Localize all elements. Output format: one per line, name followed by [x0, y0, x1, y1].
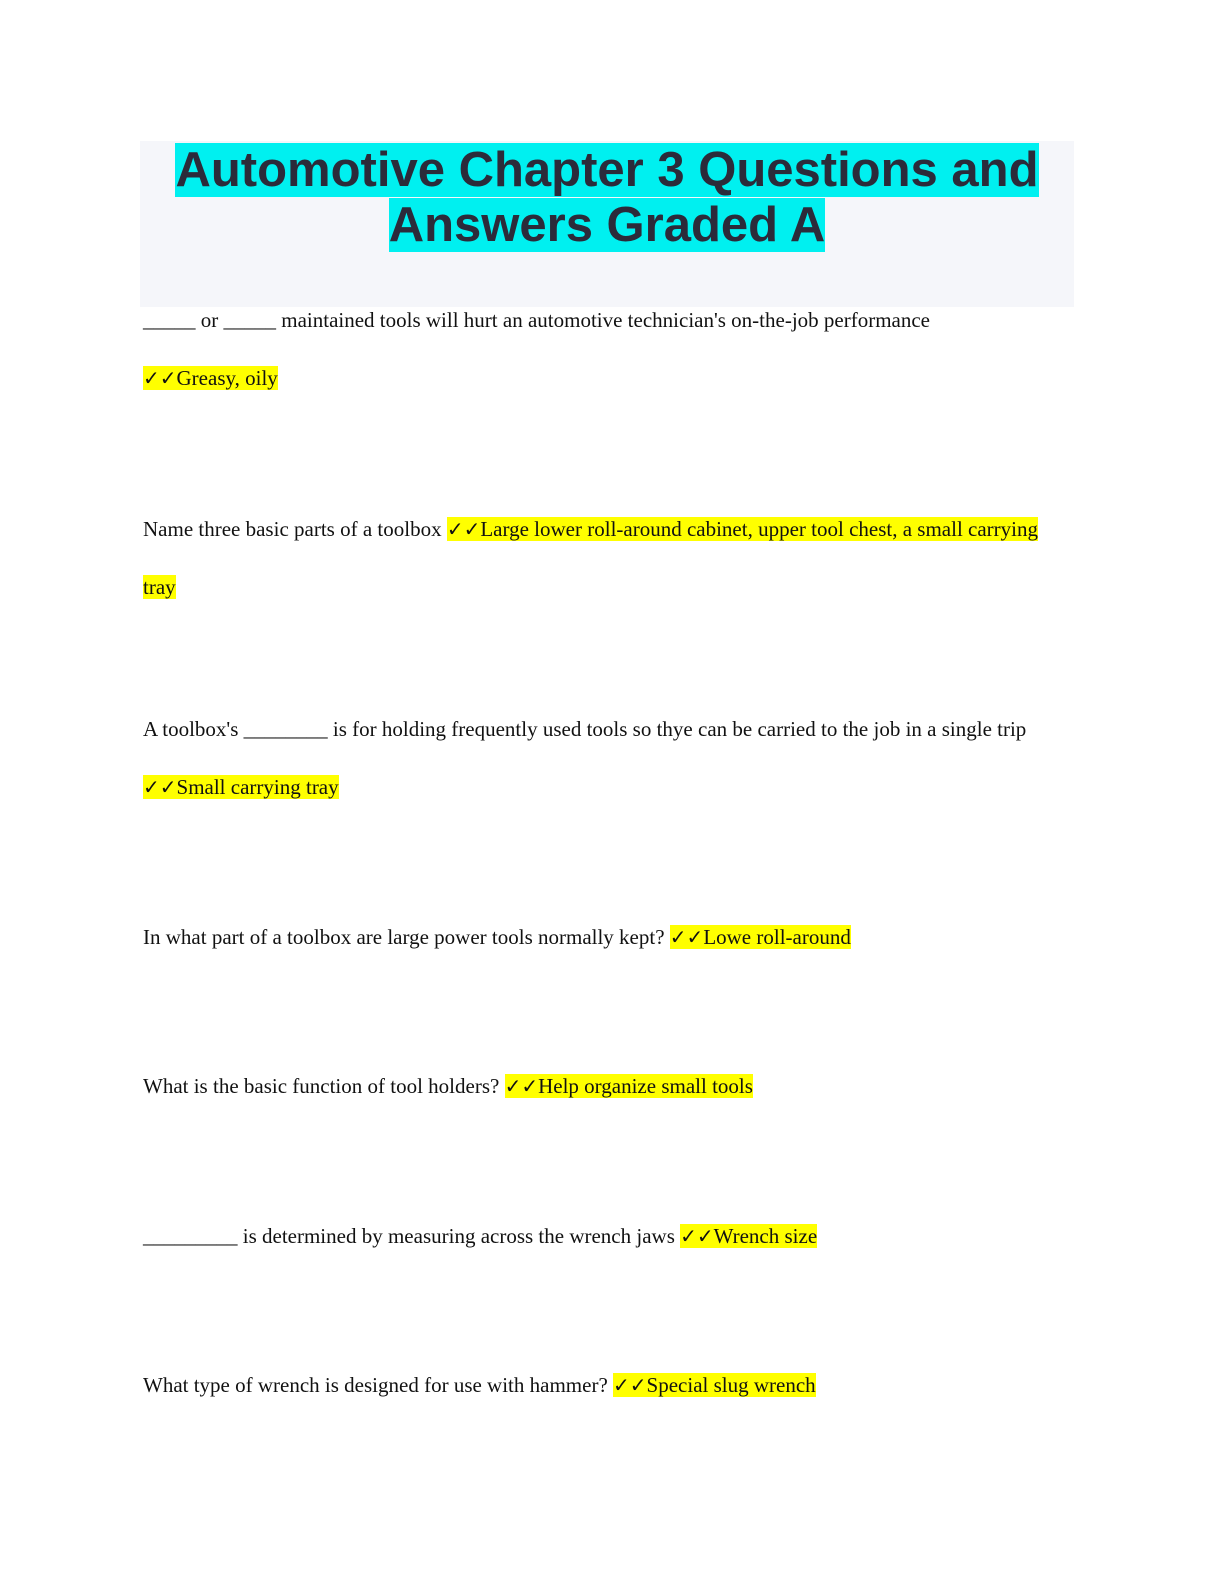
check-icon: ✓✓ [613, 1373, 647, 1397]
check-icon: ✓✓ [680, 1224, 714, 1248]
question-text: A toolbox's ________ is for holding frequently used tools so thye can be carried to the job in a single trip [143, 717, 1027, 741]
question-text: What is the basic function of tool holders? [143, 1074, 505, 1098]
title-line-1: Automotive Chapter 3 Questions and [175, 143, 1039, 197]
check-icon: ✓✓ [446, 517, 481, 541]
title-box [140, 141, 1074, 307]
title-line-2: Answers Graded A [388, 198, 826, 252]
answer-text [613, 1373, 816, 1397]
check-icon: ✓✓ [669, 925, 704, 949]
answer-label: Special slug wrench [646, 1373, 816, 1397]
answer-label: Wrench size [713, 1224, 818, 1248]
answer-text [680, 1224, 817, 1248]
qa-item-6 [143, 1207, 1073, 1265]
qa-item-5 [143, 1057, 1073, 1115]
question-text: Name three basic parts of a toolbox [143, 517, 447, 541]
check-icon: ✓✓ [143, 775, 177, 799]
answer-text [670, 925, 851, 949]
qa-item-1 [143, 291, 1073, 407]
answer-label: Small carrying tray [176, 775, 339, 799]
check-icon: ✓✓ [143, 366, 177, 390]
answer-label: Help organize small tools [538, 1074, 753, 1098]
answer-label: Large lower roll-around cabinet, upper tool chest, a small carrying tray [143, 517, 1039, 599]
answer-text [505, 1074, 753, 1098]
question-text: _____ or _____ maintained tools will hurt an automotive technician's on-the-job performance [143, 308, 930, 332]
question-text: _________ is determined by measuring across the wrench jaws [143, 1224, 681, 1248]
answer-label: Greasy, oily [176, 366, 278, 390]
qa-item-7 [143, 1356, 1073, 1414]
qa-item-3 [143, 700, 1073, 816]
answer-text [143, 366, 278, 390]
answer-text [143, 775, 339, 799]
check-icon: ✓✓ [504, 1074, 539, 1098]
question-text: In what part of a toolbox are large power tools normally kept? [143, 925, 670, 949]
qa-item-4 [143, 908, 1073, 966]
qa-item-2 [143, 500, 1073, 616]
document-title [140, 141, 1074, 253]
answer-label: Lowe roll-around [703, 925, 851, 949]
question-text: What type of wrench is designed for use with hammer? [143, 1373, 614, 1397]
